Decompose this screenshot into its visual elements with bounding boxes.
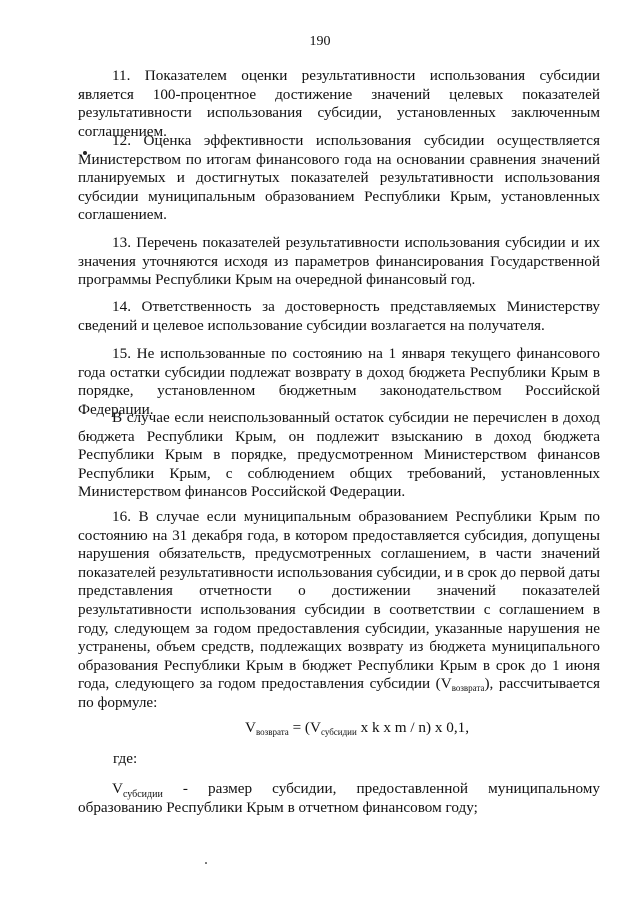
paragraph-16-tail: ), рассчитывается по формуле: [78,675,601,711]
formula-rest: x k x m / n) x 0,1, [356,719,470,736]
paragraph-16-variable-subscript: возврата [451,683,485,694]
formula-result-subscript: возврата [255,727,289,737]
page-number: 190 [309,34,331,49]
variable-description: - размер субсидии, предоставленной муниципальному образованию Республики Крым в отчетном финансовом году; [78,780,600,816]
paragraph-15: 15. Не использованные по состоянию на 1 января текущего финансового года остатки субсидии подлежат возврату в доход бюджета Республики Крым в порядке, установленном бюджетным законодательством Российской Федерации. [78,345,600,418]
variable-subscript: субсидии [122,789,163,800]
paragraph-16-variable: V [440,675,452,693]
paragraph-16 [78,508,600,713]
paragraph-15-continuation: В случае если неиспользованный остаток субсидии не перечислен в доход бюджета Республики Крым, он подлежит взысканию в доход бюджета Республики Крым в порядке, предусмотренном Министерством финансов Республики Крым, с соблюдением общих требований, установленных Министерством финансов Российской Федерации. [78,409,600,501]
variable-definition [78,780,600,817]
formula-subsidy-subscript: субсидии [320,727,357,737]
paragraph-13: 13. Перечень показателей результативности использования субсидии и их значения уточняются исходя из параметров финансирования Государственной программы Республики Крым на очередной финансовый год. [78,234,600,289]
variable-symbol: V [112,780,123,797]
formula [245,719,469,737]
paragraph-11: 11. Показателем оценки результативности использования субсидии является 100-процентное достижение значений целевых показателей результативности использования субсидии, установленных заключенным соглашением. [78,67,600,140]
paragraph-16-text: 16. В случае если муниципальным образованием Республики Крым по состоянию на 31 декабря года, в котором предоставляется субсидия, допущены нарушения обязательств, предусмотренных соглашением, в части значений показателей результативности использования субсидии, и в срок до первой даты представления отчетности о достижении значений показателей результативности использования субсидии в соответствии с соглашением в году, следующем за годом предоставления субсидии, указанные нарушения не устранены, объем средств, подлежащих возврату из бюджета муниципального образования Республики Крым в бюджет Республики Крым в срок до 1 июня года, следующего за годом предоставления субсидии ( [78,508,600,693]
scan-speck [205,862,207,864]
paragraph-14: 14. Ответственность за достоверность представляемых Министерству сведений и целевое использование субсидии возлагается на получателя. [78,298,600,334]
paragraph-12: 12. Оценка эффективности использования субсидии осуществляется Министерством по итогам финансового года на основании сравнения значений планируемых и достигнутых показателей результативности использования субсидии муниципальным образованием Республики Крым, установленных соглашением. [78,132,600,224]
formula-subsidy-variable: V [309,719,321,736]
formula-equals: = ( [288,719,310,736]
formula-result-variable: V [245,719,256,736]
where-label: где: [113,750,138,767]
